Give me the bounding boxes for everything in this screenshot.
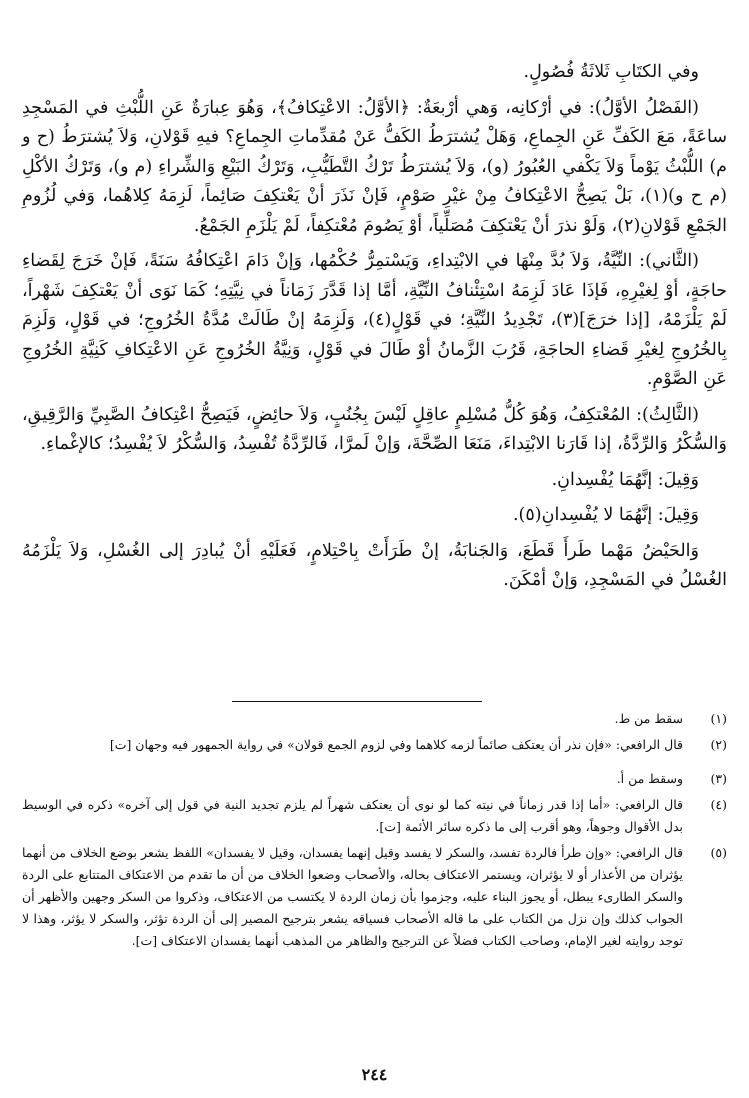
footnote-divider [232, 701, 482, 702]
footnote-text: قال الرافعي: «فإن نذر أن يعتكف صائماً لزمه كلاهما وفي لزوم الجمع قولان» في رواية الجمهور فيه وجهان [ت] [109, 737, 683, 752]
intro-line: وفي الكتَابِ ثَلاثَةُ فُصُولٍ. [523, 62, 699, 82]
footnote-item [22, 708, 727, 730]
opinion-line-1: وَقِيلَ: إنَّهُمَا يُفْسِدانِ. [551, 469, 699, 490]
opinion-line-2: وَقِيلَ: إنَّهُمَا لا يُفْسِدانِ(٥). [512, 505, 699, 525]
footnote-gap [22, 760, 727, 768]
footnote-text: قال الرافعي: «أما إذا قدر زماناً في نيته كما لو نوى أن يعتكف شهراً لم يلزم تجديد النية في قول إلى آخره» ذكره في الوسيط بدل الأقوال وجوهاً، وهو أقرب إلى ما ذكره سائر الأئمة [ت]. [22, 797, 683, 834]
footnote-text: سقط من ط. [614, 711, 683, 726]
footnote-item [22, 734, 727, 756]
footnote-number: (٥) [710, 845, 727, 860]
section-third-person: (الثَّالِثُ): المُعْتكِفُ، وَهُوَ كُلُّ مُسْلِمٍ عاقِلٍ لَيْسَ بِجُنُبٍ، وَلاَ حائِضٍ، فَيَصِحُّ اعْتِكافُ الصَّبِيِّ وَالرَّقِيقِ، وَالسُّكْرُ وَالرِّدَّةُ، إذا قَارَنا الابْتِداءَ، مَنَعَا الصِّحَّةَ، وَإنْ لَمرَّا، فَالرِّدَّةُ تُفْسِدُ، وَالسُّكْرُ لاَ يُفْسِدُ؛ كالإغْماءِ. [22, 404, 727, 454]
section-menstruation: وَالحَيْضُ مَهْما طَرأَ قَطَعَ، وَالجَنابَةُ، إنْ طَرَأَتْ بِاحْتِلامٍ، فَعَلَيْهِ أنْ يُبادِرَ إلى الغُسْلِ، وَلاَ يَلْزَمُهُ الغُسْلُ في المَسْجِدِ، وَإنْ أمْكَنَ. [22, 540, 727, 590]
section-first-pillar: (الفَصْلُ الأوَّلُ): في أرْكانِه، وَهي أرْبعَةٌ: ﴿الأوَّلُ: الاعْتِكافُ﴾، وَهُوَ عِبارَةٌ عَنِ اللُّبْثِ في المَسْجِدِ ساعَةً، مَعَ الكَفِّ عَنِ الجِماعِ، وَهَلْ يُشترَطُ الكَفُّ عَنْ مُقدِّماتِ الجِماعِ؟ فيهِ قَوْلانِ، وَلاَ يُشترَطُ (ح و م) اللُّبْثُ يَوْماً وَلاَ يَكْفي العُبُورُ (و)، وَلاَ يُشترَطُ تَرْكُ التَّطَيُّبِ، وَتَرْكُ البَيْعِ وَالشِّراءِ (م و)، وَتَرْكُ الأكْلِ (م ح و)(١)، بَلْ يَصِحُّ الاعْتِكافُ مِنْ غيْرِ صَوْمٍ، فَإنْ نَذَرَ أنْ يَعْتكِفَ صَائِماً، لَزِمَهُ كِلاهُما، وَفي لُزُومِ الجَمْعِ قَوْلانِ(٢)، وَلَوْ نذرَ أنْ يَعْتكِفَ مُصَلِّياً، أوْ يَصُومَ مُعْتكِفاً، لَمْ يَلْزَمِ الجَمْعُ. [22, 97, 727, 236]
footnote-item [22, 794, 727, 838]
footnote-item [22, 842, 727, 952]
main-text [22, 58, 727, 602]
footnote-text: قال الرافعي: «وإن طرأ فالردة تفسد، والسكر لا يفسد وقيل إنهما يفسدان، وقيل لا يفسدان» اللفظ يشعر بوضع الخلاف من أنهما يؤثران من الأعذار أو لا يؤثران، ويستمر الاعتكاف بحاله، والأصحاب وضعوا الخلاف من أن ما تقدم من الاعتكاف المتتابع على الردة والسكر الطارىء يبطل، أو يجوز البناء عليه، وجزموا بأن زمان الردة لا يكتسب من الاعتكاف، وذكروا من السكر وجهين والأظهر أن الجواب كذلك وإن نزل من الكتاب على ما قاله الأصحاب فسياقه يشعر بترجيح المصير إلى أن الردة تؤثر، والسكر لا يؤثر، وهذا لا توجد روايته لغير الإمام، وصاحب الكتاب فضلاً عن الترجيح والظاهر من المذهب أنهما يفسدان الاعتكاف [ت]. [22, 845, 683, 948]
footnote-number: (٣) [710, 771, 727, 786]
page-number: ٢٤٤ [361, 1065, 388, 1084]
footnote-text: وسقط من أ. [616, 771, 683, 786]
footnote-number: (٤) [710, 797, 727, 812]
footnote-item [22, 768, 727, 790]
footnote-number: (١) [710, 711, 727, 726]
section-second-intention: (الثَّاني): النِّيَّةُ، وَلاَ بُدَّ مِنْهَا في الابْتِداءِ، وَيَسْتمِرُّ حُكْمُها، وَإنْ دَامَ اعْتِكافُهُ سَنَةً، فَإنْ خَرَجَ لِقَضاءِ حاجَةٍ، أوْ لِغيْرِهِ، فَإذَا عَادَ لَزِمَهُ اسْتِئْنافُ النِّيَّةِ، أمَّا إذا قَدَّرَ زَمَاناً في نِيَّتِهِ؛ كَمَا نَوَى أنْ يَعْتكِفَ شَهْراً، لَمْ يَلْزَمْهُ، [إذا خرَجَ](٣)، تَجْدِيدُ النِّيَّةِ؛ في قَوْلٍ(٤)، وَلَزِمَهُ إنْ طَالَتْ مُدَّةُ الخُرُوجِ؛ في قَوْلٍ، وَلَزِمَ بِالخُرُوجِ لِغيْرِ قَضاءِ الحاجَةِ، قَرُبَ الزَّمانُ أوْ طَالَ في قَوْلٍ، وَنِيَّةُ الخُرُوجِ عَنِ الاعْتِكافِ كَنِيَّةِ الخُرُوجِ عَنِ الصَّوْمِ. [22, 251, 727, 389]
footnote-number: (٢) [710, 737, 727, 752]
footnotes [22, 708, 727, 956]
